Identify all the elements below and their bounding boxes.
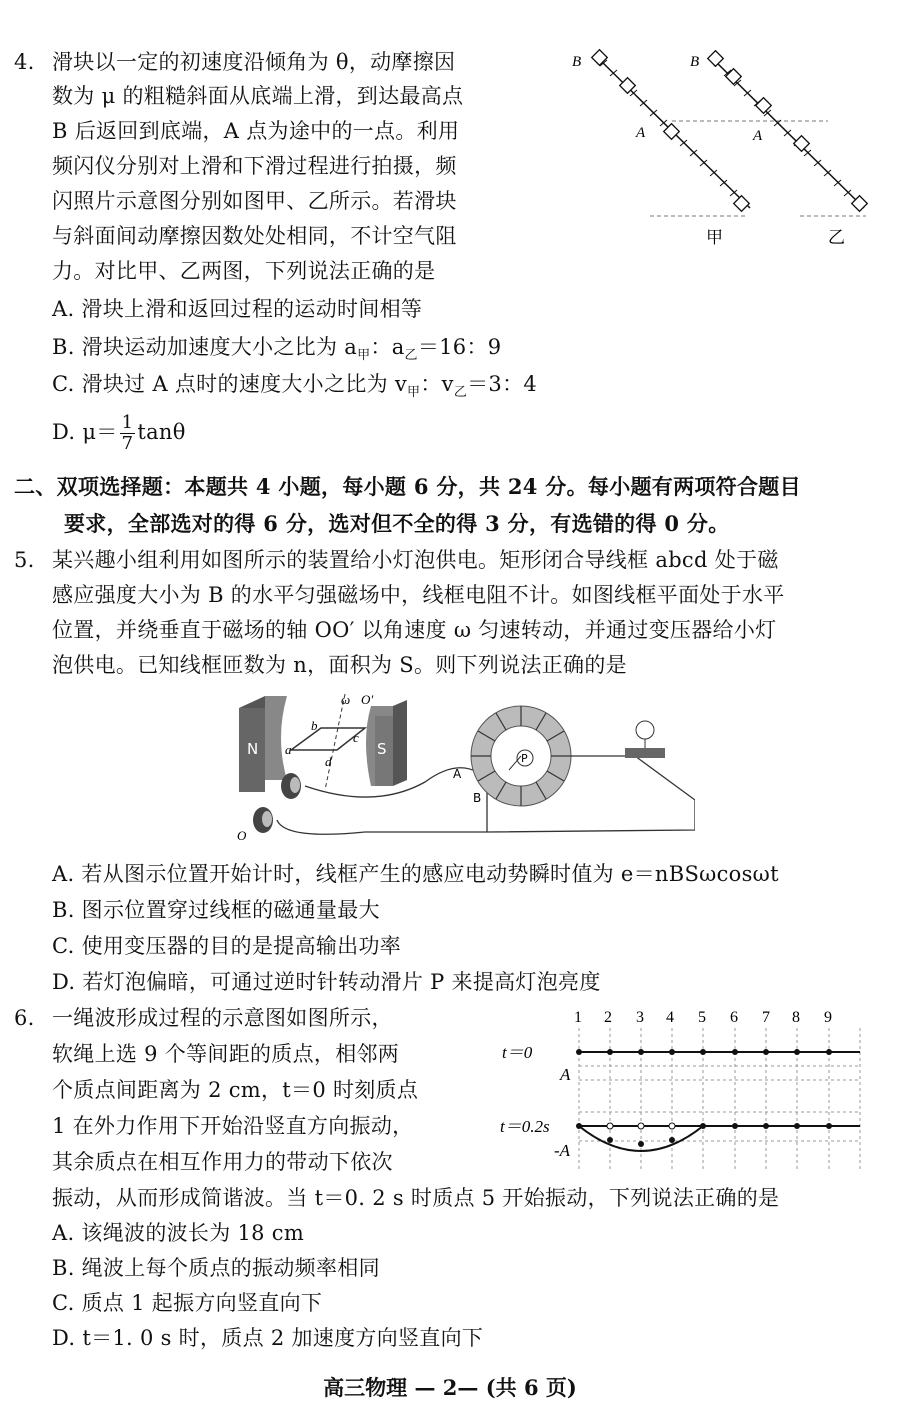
q4-label-b-left: B — [572, 54, 582, 70]
q4-line-7: 力。对比甲、乙两图，下列说法正确的是 — [52, 259, 436, 283]
svg-text:t＝0.2s: t＝0.2s — [500, 1117, 550, 1136]
q4-line-2: 数为 μ 的粗糙斜面从底端上滑，到达最高点 — [52, 84, 464, 108]
q4-incline-figure — [560, 40, 890, 250]
q5-line-1: 某兴趣小组利用如图所示的装置给小灯泡供电。矩形闭合导线框 abcd 处于磁 — [52, 548, 779, 572]
q6-number: 6. — [14, 1006, 35, 1030]
q5-line-3: 位置，并绕垂直于磁场的轴 OO′ 以角速度 ω 匀速转动，并通过变压器给小灯 — [52, 618, 777, 642]
q4-caption-jia: 甲 — [706, 228, 723, 248]
svg-text:6: 6 — [730, 1009, 738, 1026]
svg-text:d: d — [325, 754, 332, 769]
q5-option-c: C. 使用变压器的目的是提高输出功率 — [52, 934, 402, 958]
svg-text:2: 2 — [604, 1009, 612, 1026]
q4-option-a: A. 滑块上滑和返回过程的运动时间相等 — [52, 297, 423, 321]
q6-option-b: B. 绳波上每个质点的振动频率相同 — [52, 1256, 380, 1280]
q4-option-d: D. μ＝ $\frac{1}{7}$ tanθ — [52, 412, 186, 454]
q6-line-2: 软绳上选 9 个等间距的质点，相邻两 — [52, 1042, 400, 1066]
q5-option-b: B. 图示位置穿过线框的磁通量最大 — [52, 898, 380, 922]
svg-text:t＝0: t＝0 — [502, 1043, 533, 1062]
q5-generator-figure — [225, 690, 695, 850]
q6-rope-wave-figure — [496, 1006, 876, 1176]
svg-text:ω: ω — [341, 692, 351, 707]
q5-option-a: A. 若从图示位置开始计时，线框产生的感应电动势瞬时值为 e＝nBSωcosωt — [52, 862, 779, 886]
svg-text:O′: O′ — [361, 692, 374, 707]
svg-text:a: a — [285, 742, 292, 757]
q4-option-b: B. 滑块运动加速度大小之比为 $a_甲$：$a_乙=16$：9 — [52, 335, 502, 364]
q6-option-d: D. t＝1. 0 s 时，质点 2 加速度方向竖直向下 — [52, 1326, 484, 1350]
q5-line-4: 泡供电。已知线框匝数为 n，面积为 S。则下列说法正确的是 — [52, 653, 627, 677]
svg-text:-A: -A — [554, 1141, 571, 1160]
q5-option-d: D. 若灯泡偏暗，可通过逆时针转动滑片 P 来提高灯泡亮度 — [52, 970, 601, 994]
svg-text:1: 1 — [574, 1009, 582, 1026]
q5-label-p: P — [521, 752, 528, 765]
q5-label-s: S — [377, 740, 387, 758]
svg-text:3: 3 — [636, 1009, 644, 1026]
page-footer: 高三物理 — 2— (共 6 页) — [323, 1375, 577, 1400]
q5-line-2: 感应强度大小为 B 的水平匀强磁场中，线框电阻不计。如图线框平面处于水平 — [52, 583, 785, 607]
svg-text:B: B — [473, 791, 482, 805]
svg-text:8: 8 — [792, 1009, 800, 1026]
q6-option-c: C. 质点 1 起振方向竖直向下 — [52, 1291, 323, 1315]
q6-line-5: 其余质点在相互作用力的带动下依次 — [52, 1150, 393, 1174]
q6-line-1: 一绳波形成过程的示意图如图所示， — [52, 1006, 393, 1030]
q4-line-6: 与斜面间动摩擦因数处处相同，不计空气阻 — [52, 224, 457, 248]
q4-line-3: B 后返回到底端，A 点为途中的一点。利用 — [52, 119, 460, 143]
svg-text:A: A — [453, 767, 462, 781]
q4-number: 4. — [14, 50, 35, 74]
q4-option-c: C. 滑块过 A 点时的速度大小之比为 $v_甲$：$v_乙=3$：4 — [52, 372, 538, 401]
section2-heading-2: 要求，全部选对的得 6 分，选对但不全的得 3 分，有选错的得 0 分。 — [64, 511, 730, 536]
q4-label-a-left: A — [636, 125, 646, 141]
svg-text:4: 4 — [666, 1009, 674, 1026]
q4-line-1: 滑块以一定的初速度沿倾角为 θ，动摩擦因 — [52, 50, 456, 74]
q5-number: 5. — [14, 548, 35, 572]
q6-line-6: 振动，从而形成简谐波。当 t＝0. 2 s 时质点 5 开始振动，下列说法正确的是 — [52, 1186, 780, 1210]
q6-line-3: 个质点间距离为 2 cm，t＝0 时刻质点 — [52, 1078, 419, 1102]
q5-label-n: N — [247, 740, 259, 758]
q4-caption-yi: 乙 — [828, 228, 845, 248]
svg-text:b: b — [311, 718, 318, 733]
svg-text:O: O — [237, 828, 247, 843]
svg-text:A: A — [560, 1065, 571, 1084]
svg-text:7: 7 — [762, 1009, 770, 1026]
q4-label-b-right: B — [690, 54, 700, 70]
q4-line-5: 闪照片示意图分别如图甲、乙所示。若滑块 — [52, 189, 457, 213]
svg-text:c: c — [353, 730, 359, 745]
q6-option-a: A. 该绳波的波长为 18 cm — [52, 1221, 305, 1245]
section2-heading-1: 二、双项选择题：本题共 4 小题，每小题 6 分，共 24 分。每小题有两项符合题目 — [14, 474, 801, 499]
svg-text:9: 9 — [824, 1009, 832, 1026]
q6-line-4: 1 在外力作用下开始沿竖直方向振动， — [52, 1114, 414, 1138]
q4-label-a-right: A — [753, 128, 763, 144]
svg-text:5: 5 — [698, 1009, 706, 1026]
q4-line-4: 频闪仪分别对上滑和下滑过程进行拍摄，频 — [52, 154, 457, 178]
